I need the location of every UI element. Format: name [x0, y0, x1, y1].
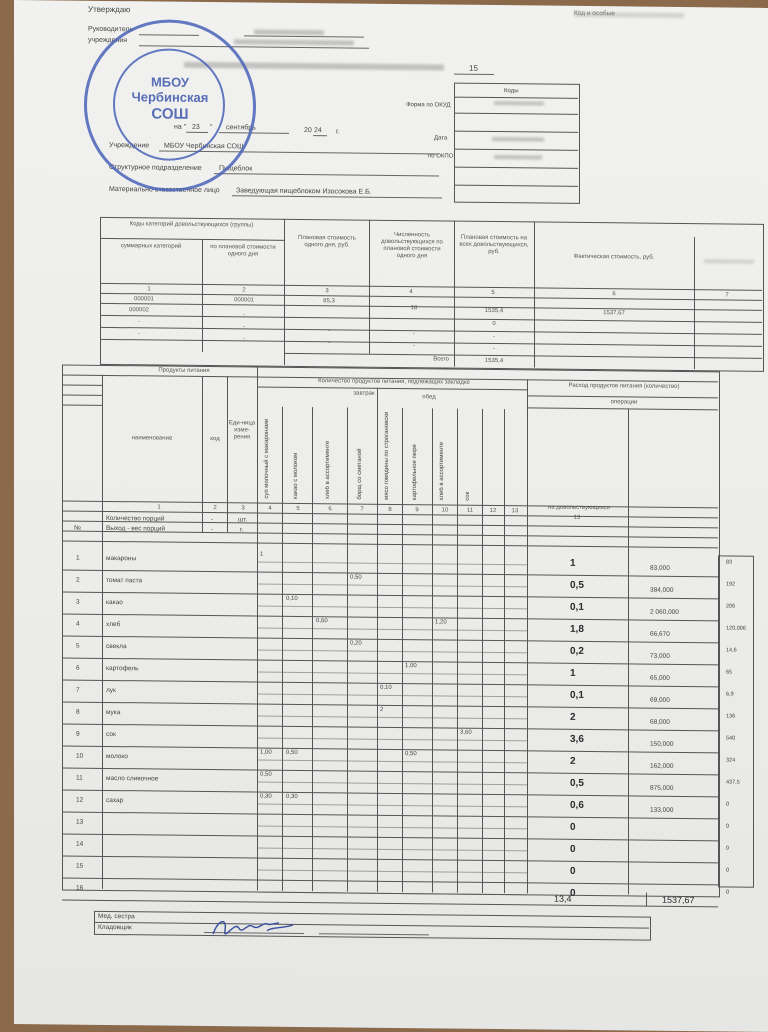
item-qty-cell: 1,00	[405, 663, 417, 670]
t2-colnum-6: 6	[328, 506, 332, 513]
struct-value: Пищеблок	[219, 165, 253, 173]
item-name: сок	[106, 730, 116, 739]
item-price: 66,670	[650, 630, 670, 638]
t1-h-fact: Фактическая стоимость, руб.	[573, 253, 655, 261]
t2-colnum-4: 4	[268, 505, 272, 512]
item-sum: 540	[726, 735, 736, 742]
item-name: молоко	[106, 752, 128, 761]
item-qty-cell: 0,10	[286, 595, 298, 602]
portions-code: -	[211, 516, 214, 524]
weight-unit: г.	[240, 526, 244, 534]
item-total-qty: 0,5	[570, 579, 584, 591]
approve-label: Утверждаю	[88, 4, 131, 15]
date-quote: "	[210, 124, 213, 132]
t1-h-plan: по плановой стоимости одного дня	[210, 244, 276, 258]
struct-label: Структурное подразделение	[109, 163, 202, 172]
nurse-label: Мед. сестра	[98, 912, 135, 921]
item-name: какао	[106, 598, 123, 607]
item-number: 4	[76, 620, 80, 628]
item-sum: 0	[726, 867, 730, 874]
t2-h-code: код	[210, 436, 220, 443]
okud-label: Форма по ОКУД	[406, 102, 451, 109]
item-qty-cell: 1,00	[260, 749, 272, 756]
t2-h-lunch: обед	[422, 394, 436, 401]
item-sum: 0	[726, 801, 730, 808]
item-name: макароны	[106, 554, 137, 563]
item-sum: 0	[726, 889, 730, 896]
t2-colnum-2: 2	[213, 505, 217, 512]
codes-label: Коды	[504, 88, 519, 95]
t2-colnum-8: 8	[388, 506, 392, 513]
t1-r1-c1: 000001	[133, 296, 155, 303]
t2-last-num: 13	[573, 514, 581, 521]
item-total-qty: 1	[570, 557, 576, 569]
item-qty-cell: 0,10	[380, 684, 392, 691]
item-total-qty: 2	[570, 755, 576, 767]
okpo-label: по ОКПО	[428, 153, 454, 160]
t2-colnum-13: 13	[511, 508, 519, 515]
item-number: 16	[76, 884, 84, 892]
dish-7: хлеб в ассортименте	[439, 441, 445, 501]
item-sum: 65	[726, 669, 733, 676]
item-qty-cell: 0,60	[316, 618, 328, 625]
item-total-qty: 1,8	[570, 623, 584, 635]
total-qty: 13,4	[554, 893, 572, 904]
t1-total-label: Всего	[433, 356, 449, 363]
item-sum: 192	[726, 581, 736, 588]
item-number: 10	[76, 752, 84, 760]
item-price: 133,000	[650, 806, 674, 814]
item-price: 73,000	[650, 652, 670, 660]
t1-r3-c3: -	[328, 328, 330, 335]
item-total-qty: 0,5	[570, 777, 584, 789]
date-day: 23	[192, 123, 200, 131]
item-number: 5	[76, 642, 80, 650]
item-number: 3	[76, 598, 80, 606]
item-number: 13	[76, 818, 84, 826]
dish-6: картофельное пюре	[412, 444, 418, 501]
item-name: свекла	[106, 642, 127, 651]
item-qty-cell: 0,30	[286, 793, 298, 800]
item-number: 1	[76, 554, 80, 562]
item-price: 150,000	[650, 740, 674, 748]
t1-num-6: 6	[612, 291, 616, 298]
item-total-qty: 2	[570, 711, 576, 723]
t2-h-unit: Еди-ница изме-рения	[228, 420, 256, 441]
no-label: №	[74, 524, 81, 532]
t1-num-2: 2	[242, 287, 246, 294]
item-number: 9	[76, 730, 80, 738]
item-sum: 0	[726, 845, 730, 852]
item-qty-cell: 0,50	[350, 574, 362, 581]
item-price: 68,000	[650, 718, 670, 726]
t2-h-operation: операции	[610, 399, 638, 406]
item-qty-cell: 1,20	[435, 619, 447, 626]
t1-r1-c4: 18	[410, 305, 418, 312]
top-right-note: Код и особые	[574, 9, 615, 18]
t1-r4-c3: -	[328, 340, 330, 347]
t1-h-codes: Коды категорий довольствующихся (группы)	[129, 221, 254, 229]
portions-unit: шт.	[238, 516, 248, 524]
t2-colnum-12: 12	[489, 507, 497, 515]
item-price: 384,000	[650, 586, 674, 594]
document-sheet	[14, 0, 768, 1032]
item-number: 14	[76, 840, 84, 848]
t1-num-7: 7	[725, 292, 729, 299]
year-end: г.	[336, 128, 340, 136]
t1-total-value: 1535,4	[484, 357, 504, 365]
t2-colnum-7: 7	[360, 506, 364, 513]
t1-r2-c1: 000002	[128, 307, 150, 314]
t2-h-consumption: Расход продуктов питания (количество)	[568, 382, 680, 390]
item-number: 2	[76, 576, 80, 584]
t1-r3-c5: -	[493, 334, 495, 341]
storekeeper-signature	[209, 912, 299, 943]
date-month: сентябрь	[226, 124, 256, 132]
t2-h-products: Продукты питания	[158, 367, 210, 375]
item-sum: 83	[726, 559, 733, 566]
t1-r1-c2: 000001	[233, 297, 255, 304]
t1-h-count: Численность довольствующихся по плановой стоимости одного дня	[381, 231, 443, 260]
t1-num-3: 3	[325, 288, 329, 295]
resp-value: Заведующая пищеблоком Изосокова Е.Б.	[236, 187, 372, 196]
t2-h-qty: Количество продуктов питания, подлежащих закладке	[318, 378, 470, 386]
t1-r3-c4: -	[413, 331, 415, 338]
item-total-qty: 0	[570, 887, 576, 899]
item-sum: 324	[726, 757, 736, 764]
t2-colnum-11: 11	[466, 507, 474, 514]
item-qty-cell: 0,30	[260, 793, 272, 800]
item-name: томат паста	[106, 576, 143, 585]
stamp-line3: СОШ	[151, 105, 189, 123]
year-prefix: 20	[304, 127, 312, 135]
item-price: 162,000	[650, 762, 674, 770]
item-name: сахар	[106, 796, 124, 805]
row-divider	[62, 900, 718, 908]
org-value: МБОУ Чербинская СОШ	[164, 142, 244, 151]
dish-5: мясо говядины по строгановски	[384, 411, 390, 500]
dish-4: борщ со сметаной	[357, 448, 363, 500]
t1-r3-c2: -	[243, 324, 245, 331]
item-price: 69,000	[650, 696, 670, 704]
year-suffix: 24	[314, 127, 322, 135]
resp-label: Материально ответственное лицо	[109, 185, 220, 195]
item-name: хлеб	[106, 620, 121, 629]
t1-r1-c6: 1537,67	[603, 310, 625, 317]
t1-r4-c4: -	[413, 343, 415, 350]
item-sum: 206	[726, 603, 736, 610]
item-qty-cell: 1	[260, 551, 264, 558]
t1-num-4: 4	[409, 289, 413, 296]
item-number: 8	[76, 708, 80, 716]
item-total-qty: 0,1	[570, 689, 584, 701]
t1-h-cost: Плановая стоимость одного дня, руб.	[298, 234, 356, 249]
item-qty-cell: 0,50	[286, 749, 298, 756]
stamp-line2: Чербинская	[131, 89, 209, 106]
dish-1: суп молочный с макаронами	[264, 418, 270, 499]
sum-column	[718, 555, 754, 887]
t2-colnum-9: 9	[415, 507, 419, 514]
item-total-qty: 3,6	[570, 733, 584, 745]
t1-r3-c1: -	[138, 319, 140, 326]
item-number: 11	[76, 774, 83, 782]
t1-h-sum: суммарных категорий	[120, 243, 182, 250]
item-total-qty: 0,6	[570, 799, 584, 811]
t2-colnum-3: 3	[241, 505, 245, 512]
weight-code: -	[211, 526, 214, 534]
dish-2: какао с молоком	[293, 452, 299, 499]
item-sum: 437,5	[726, 779, 740, 786]
item-name: масло сливочное	[106, 774, 159, 783]
form-number: 15	[469, 63, 478, 73]
t1-r2-c2: -	[243, 312, 245, 319]
institution-label: учреждения	[88, 36, 128, 45]
item-name: картофель	[106, 664, 139, 673]
item-price: 2 060,000	[650, 608, 679, 616]
item-price: 875,000	[650, 784, 674, 792]
t1-num-5: 5	[491, 289, 495, 297]
item-sum: 14,6	[726, 647, 737, 654]
date-label: Дата	[434, 135, 448, 142]
dish-3: хлеб в ассортименте	[325, 440, 331, 500]
item-price: 65,000	[650, 674, 670, 682]
item-total-qty: 1	[570, 667, 576, 679]
item-total-qty: 0	[570, 821, 576, 833]
item-qty-cell: 0,50	[260, 771, 272, 778]
t2-colnum-1: 1	[157, 504, 161, 511]
t1-h-total: Плановая стоимость на всех довольствующихся, руб.	[459, 234, 529, 256]
item-number: 15	[76, 862, 84, 870]
item-sum: 6,9	[726, 691, 734, 698]
item-price: 83,000	[650, 564, 670, 572]
item-sum: 0	[726, 823, 730, 830]
date-prefix: на "	[174, 123, 187, 131]
t1-r4-c1: -	[138, 331, 140, 338]
item-total-qty: 0	[570, 865, 576, 877]
school-stamp	[84, 19, 256, 193]
item-qty-cell: 3,60	[460, 729, 472, 736]
storekeeper-label: Кладовщик	[98, 923, 132, 932]
item-total-qty: 0	[570, 843, 576, 855]
item-number: 6	[76, 664, 80, 672]
weight-label: Выход - вес порций	[106, 524, 166, 533]
item-name: мука	[106, 708, 121, 717]
t1-r1-c3: 85,3	[323, 298, 335, 305]
item-qty-cell: 0,50	[405, 751, 417, 758]
item-qty-cell: 2	[380, 706, 384, 713]
total-sum: 1537,67	[662, 894, 695, 906]
t2-h-all: на довольствующихся	[548, 504, 610, 512]
item-sum: 120,006	[726, 625, 746, 632]
item-number: 7	[76, 686, 80, 694]
org-label: Учреждение	[109, 141, 150, 150]
t2-h-name: наименование	[131, 435, 173, 442]
portions-label: Количество порций	[106, 514, 165, 523]
item-number: 12	[76, 796, 84, 804]
dish-8: сок	[465, 491, 471, 501]
item-total-qty: 0,2	[570, 645, 584, 657]
item-qty-cell: 0,20	[350, 640, 362, 647]
item-name: лук	[106, 686, 116, 695]
head-label: Руководитель	[88, 25, 134, 34]
t1-r4-c5: -	[493, 346, 495, 353]
t1-num-1: 1	[147, 286, 151, 293]
item-sum: 136	[726, 713, 736, 720]
t1-r4-c2: -	[243, 336, 245, 343]
t2-colnum-5: 5	[296, 505, 300, 512]
t2-colnum-10: 10	[441, 507, 449, 514]
t1-r1-c5: 1535,4	[484, 307, 504, 315]
t2-h-breakfast: завтрак	[353, 390, 375, 397]
stamp-line1: МБОУ	[150, 74, 190, 90]
t1-r2-c5: 0	[492, 321, 496, 328]
item-total-qty: 0,1	[570, 601, 584, 613]
